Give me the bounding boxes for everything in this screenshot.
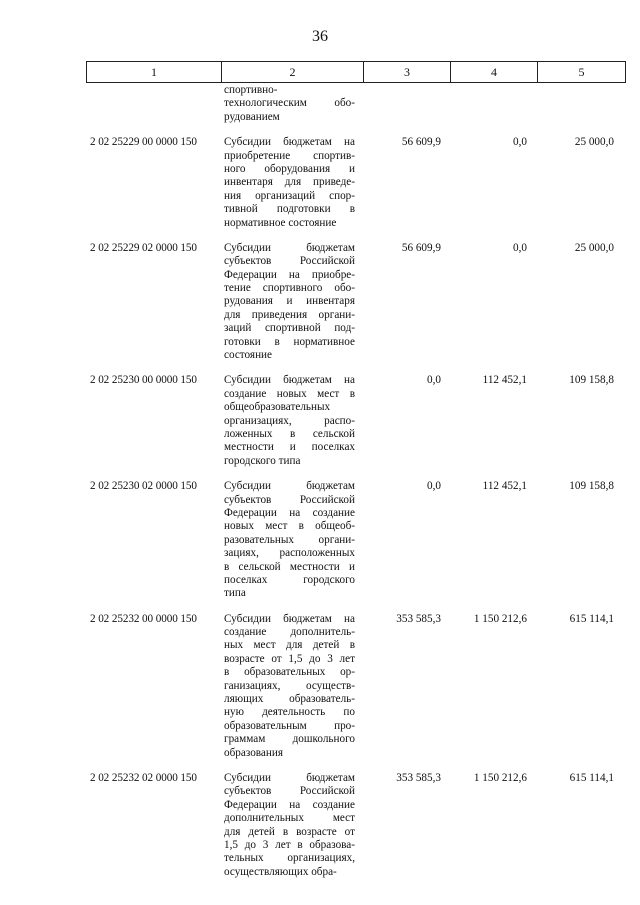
- value-col5: 615 114,1: [569, 612, 614, 625]
- description-line: для приведения органи-: [224, 308, 355, 321]
- column-header-2: 2: [222, 62, 364, 83]
- description-line: образования: [224, 746, 284, 759]
- description-line: тение спортивного обо-: [224, 282, 355, 295]
- value-col4: 1 150 212,6: [473, 612, 527, 625]
- description-line: общеобразовательных: [224, 401, 331, 414]
- description-line: разовательных органи-: [224, 533, 355, 546]
- description-line: нормативное состояние: [224, 216, 337, 229]
- value-col4: 112 452,1: [482, 374, 527, 387]
- description-cell: [220, 242, 361, 363]
- description-cell: [220, 613, 361, 760]
- description-line: городского типа: [224, 454, 301, 467]
- description-line: субъектов Российской: [224, 785, 355, 798]
- description-line: осуществляющих обра-: [224, 865, 337, 878]
- description-line: заций спортивной под-: [224, 322, 355, 335]
- description-line: приобретение спортив-: [224, 149, 355, 162]
- description-line: Федерации на приобре-: [224, 268, 355, 281]
- description-line: готовки в нормативное: [224, 335, 355, 348]
- value-col4: 0,0: [513, 241, 527, 254]
- column-header-row: [86, 61, 626, 83]
- table-row: [86, 480, 620, 601]
- row-spacer: [86, 601, 620, 613]
- description-line: создание новых мест в: [224, 387, 355, 400]
- value-col5: 109 158,8: [569, 480, 614, 493]
- description-line: спортивно-: [224, 84, 278, 96]
- description-line: возрасте от 1,5 до 3 лет: [224, 652, 355, 665]
- description-line: субъектов Российской: [224, 493, 355, 506]
- description-line: 1,5 до 3 лет в образова-: [224, 838, 355, 851]
- description-line: создание дополнитель-: [224, 626, 355, 639]
- budget-table: [86, 84, 620, 879]
- description-line: ных мест для детей в: [224, 639, 355, 652]
- description-line: ганизациях, осуществ-: [224, 679, 355, 692]
- value-col3: 0,0: [427, 480, 441, 493]
- description-line: местности и поселках: [224, 441, 355, 454]
- table-row: [86, 613, 620, 760]
- budget-code: 2 02 25229 02 0000 150: [90, 241, 197, 254]
- budget-code: 2 02 25230 02 0000 150: [90, 480, 197, 493]
- description-line: рудованием: [224, 110, 280, 123]
- description-line: Федерации на создание: [224, 506, 355, 519]
- description-line: Субсидии бюджетам: [224, 771, 355, 784]
- description-line: поселках городского: [224, 573, 355, 586]
- table-row: [86, 772, 620, 879]
- description-line: образовательным про-: [224, 719, 355, 732]
- value-col3: [361, 84, 447, 124]
- page-number: 36: [312, 28, 328, 45]
- description-line: ния организаций спор-: [224, 189, 355, 202]
- value-col3: 353 585,3: [396, 612, 441, 625]
- value-col3: 56 609,9: [401, 241, 441, 254]
- description-line: состояние: [224, 349, 273, 362]
- description-line: Субсидии бюджетам на: [224, 612, 355, 625]
- table-row: [86, 242, 620, 363]
- value-col4: 0,0: [513, 136, 527, 149]
- table-row: [86, 374, 620, 468]
- row-spacer: [86, 760, 620, 772]
- description-line: граммам дошкольного: [224, 733, 355, 746]
- description-line: организациях, распо-: [224, 414, 355, 427]
- value-col4: 112 452,1: [482, 480, 527, 493]
- description-cell: [220, 136, 361, 230]
- description-line: тивной подготовки в: [224, 203, 355, 216]
- row-spacer: [86, 124, 620, 136]
- description-line: ную деятельность по: [224, 706, 355, 719]
- value-col3: 353 585,3: [396, 771, 441, 784]
- description-line: зациях, расположенных: [224, 547, 355, 560]
- value-col5: 615 114,1: [569, 771, 614, 784]
- budget-code: 2 02 25230 00 0000 150: [90, 374, 197, 387]
- description-line: в образовательных ор-: [224, 666, 355, 679]
- row-spacer: [86, 362, 620, 374]
- description-line: дополнительных мест: [224, 812, 355, 825]
- column-header-1: 1: [87, 62, 222, 83]
- value-col5: 25 000,0: [574, 136, 614, 149]
- description-line: технологическим обо-: [224, 97, 355, 110]
- code-cell: [86, 84, 220, 124]
- description-line: для детей в возрасте от: [224, 825, 355, 838]
- description-line: новых мест в общеоб-: [224, 520, 355, 533]
- description-line: в сельской местности и: [224, 560, 355, 573]
- description-line: Субсидии бюджетам на: [224, 136, 355, 149]
- column-header-5: 5: [538, 62, 626, 83]
- value-col5: 109 158,8: [569, 374, 614, 387]
- column-header-3: 3: [364, 62, 451, 83]
- budget-code: 2 02 25232 02 0000 150: [90, 771, 197, 784]
- description-cell: [220, 374, 361, 468]
- row-spacer: [86, 468, 620, 480]
- table-row: [86, 136, 620, 230]
- description-line: субъектов Российской: [224, 255, 355, 268]
- description-line: ложенных в сельской: [224, 427, 355, 440]
- value-col5: 25 000,0: [574, 241, 614, 254]
- column-header-4: 4: [451, 62, 538, 83]
- description-line: инвентаря для приведе-: [224, 176, 355, 189]
- description-line: Субсидии бюджетам: [224, 480, 355, 493]
- value-col4: 1 150 212,6: [473, 771, 527, 784]
- budget-code: 2 02 25232 00 0000 150: [90, 612, 197, 625]
- budget-code: 2 02 25229 00 0000 150: [90, 136, 197, 149]
- value-col4: [447, 84, 533, 124]
- value-col3: 0,0: [427, 374, 441, 387]
- description-cell: [220, 772, 361, 879]
- description-line: рудования и инвентаря: [224, 295, 355, 308]
- description-line: типа: [224, 587, 246, 600]
- description-line: Субсидии бюджетам: [224, 241, 355, 254]
- value-col5: [533, 84, 620, 124]
- description-line: Федерации на создание: [224, 798, 355, 811]
- description-cell: [220, 480, 361, 601]
- value-col3: 56 609,9: [401, 136, 441, 149]
- row-spacer: [86, 230, 620, 242]
- description-cell: [220, 84, 361, 124]
- description-line: тельных организациях,: [224, 852, 355, 865]
- description-line: Субсидии бюджетам на: [224, 374, 355, 387]
- table-row-continuation: [86, 84, 620, 124]
- description-line: ного оборудования и: [224, 162, 355, 175]
- description-line: ляющих образователь-: [224, 693, 355, 706]
